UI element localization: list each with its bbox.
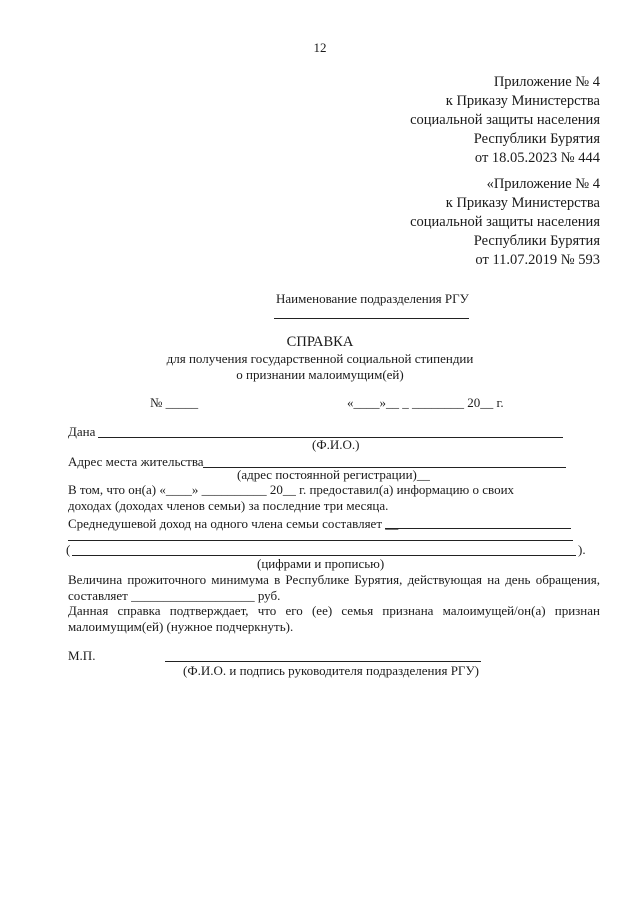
amount-close-paren: ).: [578, 542, 586, 557]
annex-previous-line: к Приказу Министерства: [445, 195, 600, 211]
annex-current-line: Приложение № 4: [493, 74, 600, 90]
confirmation-line-1: Данная справка подтверждает, что его (ее) семья признана малоимущей/он(а) признан: [68, 603, 600, 618]
amount-words-caption: (цифрами и прописью): [257, 556, 385, 571]
annex-previous-line: социальной защиты населения: [410, 214, 600, 230]
annex-current-line: социальной защиты населения: [410, 112, 600, 128]
confirmation-line-2: малоимущим(ей) (нужное подчеркнуть).: [68, 619, 294, 634]
amount-open-paren: (: [66, 542, 71, 557]
document-subtitle-1: для получения государственной социальной стипендии: [166, 351, 474, 366]
annex-previous-line: «Приложение № 4: [486, 176, 600, 192]
certificate-number: № _____: [150, 395, 199, 410]
annex-current: [410, 73, 600, 168]
signature-caption: (Ф.И.О. и подпись руководителя подразделения РГУ): [183, 663, 479, 678]
issued-to-label: Дана: [68, 424, 96, 439]
annex-previous-line: Республики Бурятия: [473, 233, 600, 249]
annex-current-line: Республики Бурятия: [473, 131, 600, 147]
subsistence-line-2: составляет ___________________ руб.: [68, 588, 281, 603]
annex-current-line: от 18.05.2023 № 444: [474, 150, 600, 166]
certificate-date: «____»__ _ ________ 20__ г.: [347, 395, 504, 410]
document-subtitle-2: о признании малоимущим(ей): [236, 367, 404, 382]
page-number: 12: [313, 40, 327, 55]
annex-previous: [410, 175, 600, 270]
address-label: Адрес места жительства: [68, 454, 204, 469]
unit-name-line: [274, 318, 469, 319]
issued-to-caption: (Ф.И.О.): [312, 437, 360, 452]
seal-label: М.П.: [68, 648, 96, 663]
avg-income-extra-line: [68, 540, 573, 541]
annex-current-line: к Приказу Министерства: [445, 93, 600, 109]
income-info-line-1: В том, что он(а) «____» __________ 20__ г. предоставил(а) информацию о своих: [68, 482, 515, 497]
avg-income-line: [385, 528, 571, 529]
avg-income-label: Среднедушевой доход на одного члена семьи составляет __: [68, 516, 399, 531]
unit-name-label: Наименование подразделения РГУ: [276, 291, 469, 306]
income-info-line-2: доходах (доходах членов семьи) за последние три месяца.: [68, 498, 389, 513]
document-title: СПРАВКА: [286, 334, 354, 350]
signature-line: [165, 661, 481, 662]
address-caption: (адрес постоянной регистрации)__: [237, 467, 430, 482]
annex-previous-line: от 11.07.2019 № 593: [475, 252, 600, 268]
subsistence-line-1: Величина прожиточного минимума в Республике Бурятия, действующая на день обращения,: [68, 572, 600, 587]
